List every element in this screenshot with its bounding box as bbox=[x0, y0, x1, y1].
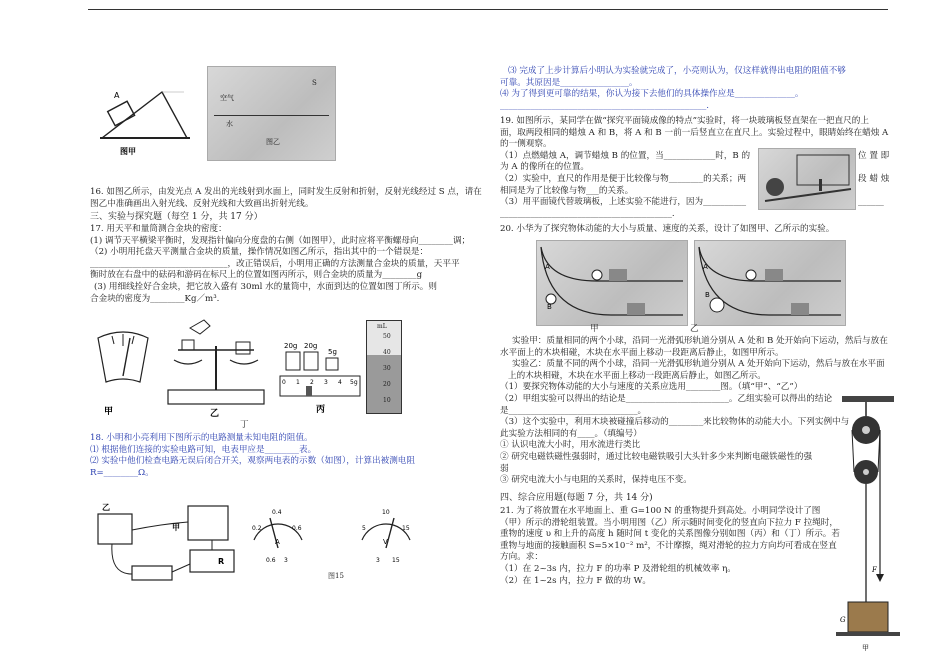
q20-block bbox=[500, 336, 888, 487]
ammeter-scale: 0.4 bbox=[272, 509, 282, 516]
q18-cont-line: ⑶ 完成了上步计算后小明认为实验就完成了，小亮则认为，仅这样就得出电阻的阻值不够 bbox=[508, 66, 846, 76]
incline-A-label: A bbox=[114, 91, 120, 100]
q16-line-2: 图乙中准确画出入射光线、反射光线和大致画出折射光线。 bbox=[90, 199, 314, 209]
q20-line: ① 认识电流大小时，用水流进行类比 bbox=[500, 440, 641, 451]
cylinder-unit: mL bbox=[377, 323, 387, 330]
ruler-tick: 3 bbox=[324, 379, 328, 386]
q20-line: 此实验方法相同的有____。（填编号） bbox=[500, 428, 642, 439]
q19-line: （3）用平面镜代替玻璃板，上述实验不能进行，因为__________ bbox=[500, 197, 747, 208]
weight-label: 20g bbox=[304, 342, 318, 350]
fig20-label-jia: 甲 bbox=[590, 324, 599, 334]
q17-line: 衡时放在右盘中的砝码和游码在标尺上的位置如图丙所示，则合金块的质量为________g bbox=[90, 270, 423, 281]
cylinder-tick: 20 bbox=[383, 381, 391, 388]
fig17-label-yi: 乙 bbox=[210, 409, 220, 419]
q21-line: （1）在 2~3s 内，拉力 F 的功率 P 及滑轮组的机械效率 η。 bbox=[500, 563, 736, 574]
q20-line: 是______________________________。 bbox=[500, 405, 647, 416]
balance-dial-figure bbox=[92, 324, 154, 420]
q19-line: 的一侧观察。 bbox=[500, 139, 552, 150]
cylinder-tick: 40 bbox=[383, 349, 391, 356]
ammeter-unit: A bbox=[275, 538, 280, 546]
pulley-system-figure bbox=[836, 396, 900, 654]
water-label: 水 bbox=[226, 120, 233, 128]
q20-line: ② 研究电磁铁磁性强弱时，通过比较电磁铁吸引大头针多少来判断电磁铁磁性的强 bbox=[500, 451, 813, 462]
q21-line: （甲）所示的滑轮组装置。当小明用图（乙）所示随时间变化的竖直向下拉力 F 拉绳时， bbox=[500, 517, 838, 528]
fig20-label-yi: 乙 bbox=[690, 324, 699, 334]
q18-cont-line: ________________________________________________. bbox=[500, 100, 709, 111]
weights-figure bbox=[276, 338, 364, 418]
q18-line: 18. 小明和小亮利用下图所示的电路测量未知电阻的阻值。 bbox=[90, 433, 313, 443]
point-label: B bbox=[705, 291, 710, 299]
voltmeter-terminal: 15 bbox=[392, 557, 400, 564]
voltmeter-figure bbox=[356, 500, 416, 578]
meter-yi bbox=[188, 506, 228, 540]
section-4-heading: 四、综合应用题(每题 7 分，共 14 分) bbox=[500, 493, 653, 503]
block-on-incline bbox=[108, 101, 135, 125]
q18-cont-line: ⑷ 为了得到更可靠的结果，你认为接下去他们的具体操作应是______________。 bbox=[500, 89, 804, 100]
q20-line: （3）这个实验中，利用木块被碰撞后移动的________来比较物体的动能大小。下列实例中与 bbox=[500, 417, 850, 428]
q19-side-line: 位 置 即 bbox=[858, 151, 890, 161]
cylinder-tick: 50 bbox=[383, 333, 391, 340]
cylinder-tick: 30 bbox=[383, 365, 391, 372]
fig1-caption: 图甲 bbox=[120, 147, 136, 156]
s-point-label: S bbox=[312, 79, 317, 87]
q20-heading: 20. 小华为了探究物体动能的大小与质量、速度的关系，设计了如图甲、乙所示的实验。 bbox=[500, 224, 835, 234]
ruler-tick: 5g bbox=[350, 379, 358, 386]
q19-side-line: ______ bbox=[858, 197, 884, 207]
circuit-label-yi: 乙 bbox=[102, 503, 110, 512]
graduated-cylinder-figure bbox=[366, 320, 402, 414]
ruler-tick: 4 bbox=[338, 379, 342, 386]
ammeter-scale: 0.6 bbox=[292, 525, 302, 532]
q17-line: (1) 调节天平横梁平衡时，发现指针偏向分度盘的右侧（如图甲），此时应将平衡螺母向________调； bbox=[90, 235, 471, 246]
q18-line: ⑵ 实验中他们检查电路无误后闭合开关，观察两电表的示数（如图），计算出被测电阻 bbox=[90, 456, 415, 467]
q17-line: 合金块的密度为________Kg／m³. bbox=[90, 293, 220, 304]
ruler-ticks bbox=[282, 379, 358, 386]
weight-label: 5g bbox=[328, 348, 337, 356]
q19-side-line: 段 蜡 烛 bbox=[858, 174, 890, 184]
q18-line: R=________Ω。 bbox=[90, 467, 154, 478]
ruler-tick: 2 bbox=[310, 379, 314, 386]
q17-block bbox=[90, 224, 470, 305]
q19-line: 相同是为了比较像与物___的关系。 bbox=[500, 185, 634, 196]
ammeter-terminal: 3 bbox=[284, 557, 288, 564]
voltmeter-scale: 10 bbox=[382, 509, 390, 516]
q17-line: （2) 小明用托盘天平测量合金块的质量，操作情况如图乙所示，指出其中的一个错误是： bbox=[90, 247, 429, 258]
q19-line: 面，取两段相同的蜡烛 A 和 B，将 A 和 B 一前一后竖直立在直尺上。实验过程中，眼睛始终在蜡烛 A bbox=[500, 127, 889, 138]
q21-line: （2）在 1~2s 内，拉力 F 做的功 W。 bbox=[500, 575, 651, 586]
balance-pointer bbox=[123, 338, 130, 376]
rider-marker bbox=[306, 386, 312, 396]
q20-line: 实验甲：质量相同的两个小球，沿同一光滑弧形轨道分别从 A 处和 B 处开始向下运动，然后与放在 bbox=[512, 336, 888, 346]
mirror-sketch bbox=[759, 149, 855, 209]
q21-line: 方向。求： bbox=[500, 552, 543, 563]
q20-line: （2）甲组实验可以得出的结论是________________________。乙组实验可以得出的结论 bbox=[500, 393, 833, 404]
q20-line: 弱 bbox=[500, 463, 509, 474]
fig17-label-jia: 甲 bbox=[104, 407, 114, 417]
point-label: A bbox=[703, 263, 708, 271]
q19-line: 19. 如图所示，某同学在做“探究平面镜成像的特点”实验时，将一块玻璃板竖直架在一把直尺的上 bbox=[500, 116, 869, 126]
q17-line: 17. 用天平和量筒测合金块的密度： bbox=[90, 224, 227, 234]
q18-block bbox=[90, 433, 415, 479]
voltmeter-scale: 5 bbox=[362, 525, 366, 532]
fig18-caption: 图15 bbox=[328, 572, 344, 580]
kinetic-energy-figure-yi bbox=[694, 240, 846, 326]
q19-line: （2）实验中，直尺的作用是便于比较像与物________的关系；两 bbox=[500, 173, 747, 184]
pulley-G-label: G bbox=[840, 616, 846, 624]
ammeter-scale: 0.2 bbox=[252, 525, 262, 532]
q20-line: （1）要探究物体动能的大小与速度的关系应选用________图。（填“甲”、“乙”） bbox=[500, 382, 803, 393]
water-line bbox=[214, 115, 329, 116]
incline-figure bbox=[92, 80, 204, 160]
point-label: B bbox=[547, 303, 552, 311]
resistor-box bbox=[190, 550, 234, 572]
meter-jia bbox=[98, 514, 132, 544]
q21-line: 重物与地面的接触面积 S=5×10⁻² m²，不计摩擦，绳对滑轮的拉力方向均可看成在竖直 bbox=[500, 540, 837, 551]
q16-line-1: 16. 如图乙所示，由发光点 A 发出的光线射到水面上，同时发生反射和折射，反射光线经过 S 点，请在 bbox=[90, 187, 482, 197]
fig17-label-ding: 丁 bbox=[240, 420, 249, 430]
fig17-label-bing: 丙 bbox=[316, 405, 326, 415]
q19-line: （1）点燃蜡烛 A，调节蜡烛 B 的位置，当____________时，B 的 bbox=[500, 150, 751, 161]
battery bbox=[132, 566, 172, 580]
voltmeter-terminal: 3 bbox=[376, 557, 380, 564]
ruler-tick: 1 bbox=[296, 379, 300, 386]
q19-line: 为 A 的像所在的位置。 bbox=[500, 162, 590, 173]
scale-balance-figure bbox=[160, 316, 272, 420]
q21-block bbox=[500, 506, 840, 587]
top-rule bbox=[88, 9, 888, 10]
circuit-label-jia: 甲 bbox=[172, 523, 180, 532]
q20-line: ③ 研究电流大小与电阻的关系时，保持电压不变。 bbox=[500, 475, 692, 486]
voltmeter-unit: V bbox=[383, 538, 388, 546]
q21-line: 重物的速度 υ 和上升的高度 h 随时间 t 变化的关系图像分别如图（丙）和（丁）所示。若 bbox=[500, 529, 840, 540]
air-label: 空气 bbox=[220, 94, 234, 102]
pulley-caption: 甲 bbox=[862, 644, 869, 652]
q21-line: 21. 为了将放置在水平地面上、重 G=100 N 的重物提升到高处。小明同学设计了图 bbox=[500, 506, 821, 516]
pulley-F-label: F bbox=[872, 566, 877, 574]
kinetic-energy-figure-jia bbox=[536, 240, 688, 326]
q17-line: (3) 用细线拴好合金块，把它放入盛有 30ml 水的量筒中，水面到达的位置如图丁所示。则 bbox=[94, 281, 437, 292]
q20-line: 水平面上的木块相碰，木块在水平面上移动一段距离后静止，如图甲所示。 bbox=[500, 347, 784, 358]
ammeter-terminal: 0.6 bbox=[266, 557, 276, 564]
q18-cont-line: 可靠。其原因是________________。 bbox=[500, 77, 638, 88]
q18-line: ⑴ 根据他们连接的实验电路可知，电表甲应是________表。 bbox=[90, 444, 317, 455]
water-surface-figure bbox=[207, 66, 336, 161]
weight-label: 20g bbox=[284, 342, 298, 350]
circuit-figure bbox=[92, 494, 240, 592]
voltmeter-scale: 15 bbox=[402, 525, 410, 532]
q20-line: 上的木块相碰，木块在水平面上移动一段距离后静止，如图乙所示。 bbox=[508, 370, 766, 381]
mirror-experiment-photo bbox=[758, 148, 856, 210]
ruler-tick: 0 bbox=[282, 379, 286, 386]
section-3-heading: 三、实验与探究题（每空 1 分，共 17 分） bbox=[90, 212, 263, 222]
cylinder-tick: 10 bbox=[383, 397, 391, 404]
point-label: A bbox=[545, 263, 550, 271]
q17-line: ________________________________，改正错误后，小明用正确的方法测量合金块的质量，天平平 bbox=[90, 258, 460, 269]
q19-line: ________________________________________. bbox=[500, 208, 675, 219]
fig2-caption: 图乙 bbox=[266, 138, 280, 146]
q20-line: 实验乙：质量不同的两个小球，沿同一光滑弧形轨道分别从 A 处开始向下运动，然后与放在水平面 bbox=[512, 359, 885, 370]
circuit-label-R: R bbox=[218, 557, 225, 566]
ammeter-figure bbox=[248, 500, 308, 578]
q18-continued-block bbox=[500, 66, 846, 112]
